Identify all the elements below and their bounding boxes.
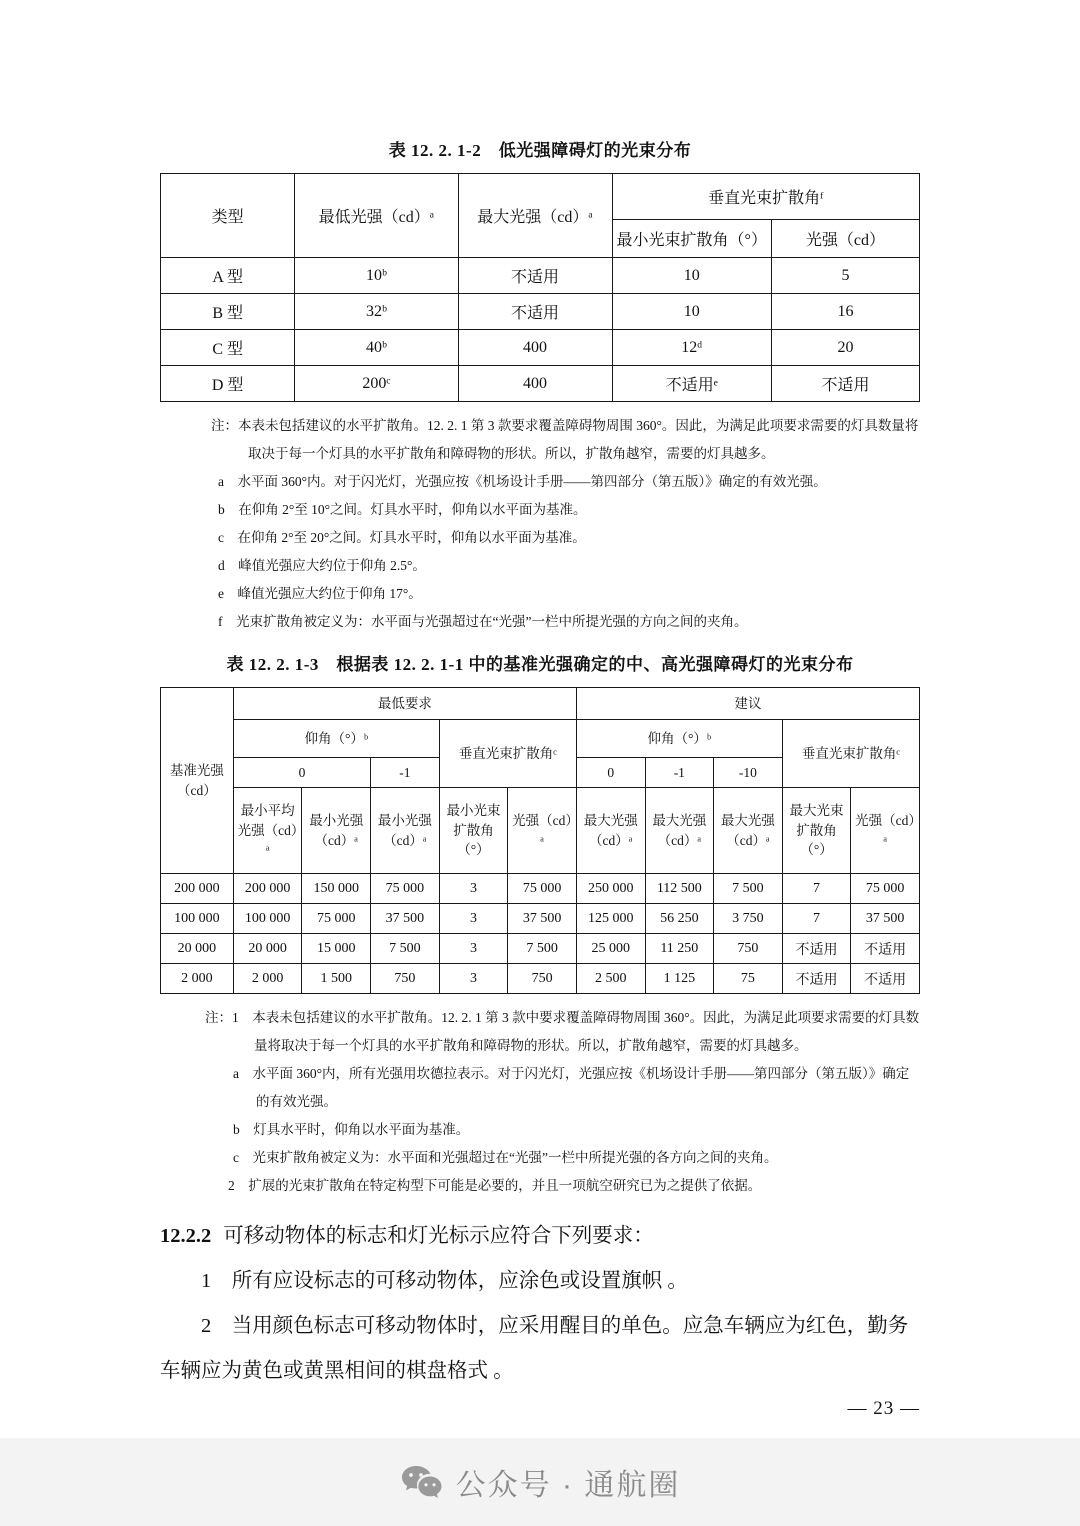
col-header-min-beam-spread: 最小光束扩散角（°） [439,788,508,874]
table-cell: 3 [439,874,508,904]
table-cell: 20 000 [161,934,234,964]
table-cell: 20 [771,330,919,366]
table-cell: 37 500 [371,904,440,934]
table-note: 2 扩展的光束扩散角在特定构型下可能是必要的，并且一项航空研究已为之提供了依据。 [228,1178,762,1193]
col-header-min-intensity: 最小光强（cd）ᵃ [302,788,371,874]
col-header-elev-neg1: -1 [645,758,714,788]
table-note: 注：1 本表未包括建议的水平扩散角。12. 2. 1 第 3 款中要求覆盖障碍物周围 360°。因此，为满足此项要求需要的灯具数量将取决于每一个灯具的水平扩散角和障碍物的形状。所以，扩散角越窄，需要的灯具越多。 [205,1010,920,1053]
table-row [161,934,920,964]
col-header-max-intensity: 最大光强（cd）ᵃ [714,788,783,874]
col-header-min-intensity: 最低光强（cd）ᵃ [295,174,458,258]
table-note: c 光束扩散角被定义为：水平面和光强超过在“光强”一栏中所提光强的各方向之间的夹角。 [233,1150,778,1165]
low-intensity-obstacle-light-table [160,173,920,402]
table-cell: 不适用 [782,964,851,994]
table-cell: 2 500 [576,964,645,994]
col-header-intensity: 光强（cd） [771,220,919,258]
table-cell: 150 000 [302,874,371,904]
table-row [161,330,920,366]
table-cell: 75 000 [851,874,920,904]
col-header-ref-intensity: 基准光强（cd） [161,688,234,874]
table-cell: 10 [612,258,771,294]
table2-title: 表 12. 2. 1-3 根据表 12. 2. 1-1 中的基准光强确定的中、高光强障碍灯的光束分布 [226,655,854,674]
table-cell: 3 [439,934,508,964]
table-cell: 125 000 [576,904,645,934]
col-header-min-avg-intensity: 最小平均光强（cd）ᵃ [233,788,302,874]
table-cell: 75 000 [302,904,371,934]
table-cell: 750 [371,964,440,994]
col-header-elev-0: 0 [576,758,645,788]
table-note: b 在仰角 2°至 10°之间。灯具水平时，仰角以水平面为基准。 [218,502,587,517]
table1-title: 表 12. 2. 1-2 低光强障碍灯的光束分布 [388,141,692,160]
table-cell: 1 125 [645,964,714,994]
medium-high-intensity-obstacle-light-table [160,687,920,994]
section-title: 可移动物体的标志和灯光标示应符合下列要求： [223,1225,654,1247]
table-cell: D 型 [161,366,295,402]
table-note: a 水平面 360°内。对于闪光灯，光强应按《机场设计手册——第四部分（第五版）》确定的有效光强。 [218,474,827,489]
table-cell: 25 000 [576,934,645,964]
col-header-elev-0: 0 [233,758,370,788]
table-cell: 不适用 [782,934,851,964]
table-note: a 水平面 360°内，所有光强用坎德拉表示。对于闪光灯，光强应按《机场设计手册——第四部分（第五版）》确定的有效光强。 [233,1066,910,1109]
watermark-bar [0,1438,1080,1526]
table-row [161,964,920,994]
table-cell: 1 500 [302,964,371,994]
table-cell: 100 000 [233,904,302,934]
table-cell: 不适用 [851,964,920,994]
table-cell: 不适用 [771,366,919,402]
table-cell: 2 000 [161,964,234,994]
table-cell: 10ᵇ [295,258,458,294]
table-cell: 100 000 [161,904,234,934]
table-note: b 灯具水平时，仰角以水平面为基准。 [233,1122,470,1137]
col-header-type: 类型 [161,174,295,258]
table-cell: 不适用 [851,934,920,964]
col-header-intensity: 光强（cd）ᵃ [851,788,920,874]
table-cell: B 型 [161,294,295,330]
table-cell: 2 000 [233,964,302,994]
col-header-elevation: 仰角（°）ᵇ [576,720,782,758]
table-cell: 11 250 [645,934,714,964]
col-header-vertical-beam-spread: 垂直光束扩散角ᶜ [439,720,576,788]
table-cell: 200 000 [161,874,234,904]
section-item-1: 1 所有应设标志的可移动物体，应涂色或设置旗帜 。 [201,1270,688,1292]
col-header-intensity: 光强（cd）ᵃ [508,788,577,874]
table-cell: 7 [782,874,851,904]
col-header-suggestion: 建议 [576,688,919,720]
table-note: e 峰值光强应大约位于仰角 17°。 [218,586,422,601]
table-cell: 250 000 [576,874,645,904]
table-cell: 75 000 [371,874,440,904]
col-header-max-beam-spread: 最大光束扩散角（°） [782,788,851,874]
col-header-max-intensity: 最大光强（cd）ᵃ [645,788,714,874]
table-cell: 112 500 [645,874,714,904]
table-cell: A 型 [161,258,295,294]
col-header-vertical-beam-spread: 垂直光束扩散角ᶠ [612,174,919,220]
table-cell: 56 250 [645,904,714,934]
section-heading [160,1214,920,1259]
table-cell: 不适用ᵉ [612,366,771,402]
table-cell: 200ᶜ [295,366,458,402]
table-cell: 37 500 [851,904,920,934]
table-cell: 400 [458,366,612,402]
table-note: c 在仰角 2°至 20°之间。灯具水平时，仰角以水平面为基准。 [218,530,586,545]
wechat-icon [400,1463,442,1501]
table-cell: 7 500 [714,874,783,904]
col-header-min-intensity: 最小光强（cd）ᵃ [371,788,440,874]
col-header-elev-neg10: -10 [714,758,783,788]
table-row [161,366,920,402]
table1-notes [160,412,920,636]
table-row [161,874,920,904]
table-cell: 75 000 [508,874,577,904]
table-cell: 3 [439,904,508,934]
table-cell: C 型 [161,330,295,366]
table-cell: 5 [771,258,919,294]
table-cell: 12ᵈ [612,330,771,366]
table-cell: 32ᵇ [295,294,458,330]
col-header-min-beam-spread: 最小光束扩散角（°） [612,220,771,258]
table-row [161,904,920,934]
table-cell: 40ᵇ [295,330,458,366]
col-header-vertical-beam-spread: 垂直光束扩散角ᶜ [782,720,919,788]
table-cell: 400 [458,330,612,366]
table-cell: 750 [714,934,783,964]
col-header-minimum-requirement: 最低要求 [233,688,576,720]
table-cell: 16 [771,294,919,330]
table-cell: 3 750 [714,904,783,934]
table-cell: 不适用 [458,294,612,330]
col-header-elev-neg1: -1 [371,758,440,788]
table-cell: 7 500 [371,934,440,964]
table-cell: 200 000 [233,874,302,904]
col-header-max-intensity: 最大光强（cd）ᵃ [576,788,645,874]
table-note: 注：本表未包括建议的水平扩散角。12. 2. 1 第 3 款要求覆盖障碍物周围 360°。因此，为满足此项要求需要的灯具数量将取决于每一个灯具的水平扩散角和障碍物的形状。所以，扩散角越窄，需要的灯具越多。 [211,418,919,461]
table-note: d 峰值光强应大约位于仰角 2.5°。 [218,558,426,573]
section-number: 12.2.2 [160,1225,212,1247]
table-note: f 光束扩散角被定义为：水平面与光强超过在“光强”一栏中所提光强的方向之间的夹角。 [218,614,748,629]
table-cell: 15 000 [302,934,371,964]
section-item-2: 2 当用颜色标志可移动物体时，应采用醒目的单色。应急车辆应为红色，勤务车辆应为黄色或黄黑相间的棋盘格式 。 [160,1315,909,1382]
table-cell: 3 [439,964,508,994]
table-cell: 7 500 [508,934,577,964]
table2-notes [160,1004,920,1200]
col-header-elevation: 仰角（°）ᵇ [233,720,439,758]
col-header-max-intensity: 最大光强（cd）ᵃ [458,174,612,258]
table-cell: 37 500 [508,904,577,934]
table-row [161,294,920,330]
table-cell: 不适用 [458,258,612,294]
table-cell: 750 [508,964,577,994]
page-number: — 23 — [847,1398,920,1419]
table-cell: 75 [714,964,783,994]
watermark-text: 公众号 · 通航圈 [455,1469,681,1502]
table-cell: 7 [782,904,851,934]
table-cell: 10 [612,294,771,330]
table-row [161,258,920,294]
table-cell: 20 000 [233,934,302,964]
